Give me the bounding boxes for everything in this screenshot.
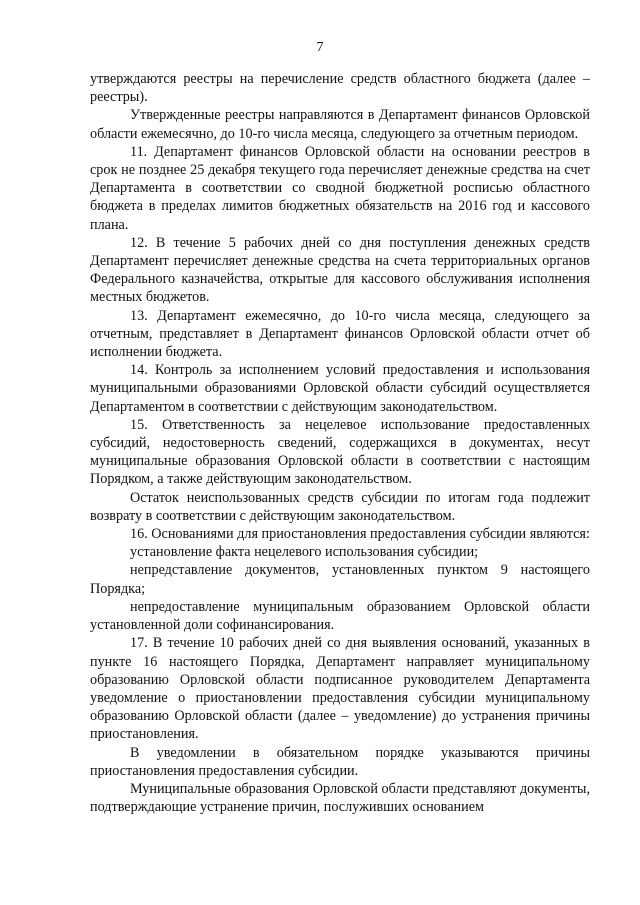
paragraph: 13. Департамент ежемесячно, до 10-го числа месяца, следующего за отчетным, представляет в Департамент финансов Орловской области отчет об исполнении бюджета. — [90, 307, 590, 361]
paragraph: Утвержденные реестры направляются в Департамент финансов Орловской области ежемесячно, до 10-го числа месяца, следующего за отчетным периодом. — [90, 107, 590, 142]
paragraph: 15. Ответственность за нецелевое использование предоставленных субсидий, недостоверность сведений, содержащихся в документах, несут муниципальные образования Орловской области в соответствии с настоящим Порядком, а также действующим законодательством. — [90, 416, 590, 488]
paragraph: утверждаются реестры на перечисление средств областного бюджета (далее – реестры). — [90, 71, 590, 106]
paragraph: В уведомлении в обязательном порядке указываются причины приостановления предоставления субсидии. — [90, 744, 590, 779]
paragraph: 12. В течение 5 рабочих дней со дня поступления денежных средств Департамент перечисляет денежные средства на счета территориальных органов Федерального казначейства, открытые для кассового обслуживания исполнения местных бюджетов. — [90, 234, 590, 306]
paragraph: непредоставление муниципальным образованием Орловской области установленной доли софинансирования. — [90, 598, 590, 634]
page-number: 7 — [316, 40, 324, 55]
paragraph: Остаток неиспользованных средств субсидии по итогам года подлежит возврату в соответствии с действующим законодательством. — [90, 489, 590, 524]
paragraph: 14. Контроль за исполнением условий предоставления и использования муниципальными образованиями Орловской области субсидий осуществляется Департаментом в соответствии с действующим законодательством. — [90, 362, 590, 415]
document-body — [90, 70, 590, 816]
paragraph: установление факта нецелевого использования субсидии; — [130, 544, 479, 561]
paragraph: 11. Департамент финансов Орловской области на основании реестров в срок не позднее 25 декабря текущего года перечисляет денежные средства на счет Департамента в соответствии со сводной бюджетной росписью областного бюджета в пределах лимитов бюджетных обязательств на 2016 год и кассового плана. — [90, 143, 590, 233]
paragraph: Муниципальные образования Орловской области представляют документы, подтверждающие устранение причин, послуживших основанием — [90, 780, 590, 816]
paragraph: 17. В течение 10 рабочих дней со дня выявления оснований, указанных в пункте 16 настоящего Порядка, Департамент направляет муниципальному образованию Орловской области подписанное руководителем Департамента уведомление о приостановлении предоставления субсидии муниципальному образованию Орловской области (далее – уведомление) до устранения причины приостановления. — [90, 635, 590, 743]
paragraph: непредставление документов, установленных пунктом 9 настоящего Порядка; — [90, 562, 590, 597]
paragraph: 16. Основаниями для приостановления предоставления субсидии являются: — [130, 526, 590, 543]
